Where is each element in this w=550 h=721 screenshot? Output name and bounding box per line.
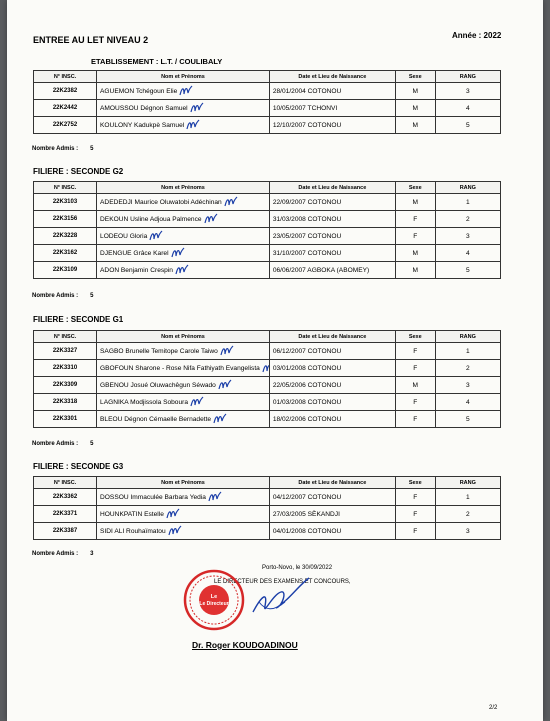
signature-icon <box>175 264 189 276</box>
student-name: LAGNIKA Modjissola Soboura <box>97 394 270 411</box>
birth-date-place: 23/05/2007 COTONOU <box>269 228 395 245</box>
results-table-g1 <box>33 330 501 428</box>
student-name: DOSSOU Immaculée Barbara Yedia <box>97 489 270 506</box>
director-signature-icon <box>243 572 313 622</box>
table-row <box>34 489 501 506</box>
birth-date-place: 10/05/2007 TCHONVI <box>269 100 395 117</box>
column-header: Date et Lieu de Naissance <box>269 477 395 489</box>
rank: 3 <box>435 228 500 245</box>
signature-icon <box>149 230 163 242</box>
rank: 2 <box>435 360 500 377</box>
column-header: RANG <box>435 71 500 83</box>
table-row <box>34 100 501 117</box>
results-table-lt <box>33 70 501 134</box>
student-name: BLEOU Dégnon Cémaelle Bernadette <box>97 411 270 428</box>
birth-date-place: 03/01/2008 COTONOU <box>269 360 395 377</box>
birth-date-place: 12/10/2007 COTONOU <box>269 117 395 134</box>
registration-number: 22K3228 <box>34 228 97 245</box>
sex: F <box>395 411 435 428</box>
rank: 5 <box>435 411 500 428</box>
column-header: RANG <box>435 331 500 343</box>
table-row <box>34 343 501 360</box>
page-number: 2/2 <box>489 705 498 711</box>
birth-date-place: 06/06/2007 AGBOKA (ABOMEY) <box>269 262 395 279</box>
stamp-text: Le Directeur <box>199 601 229 607</box>
signature-icon <box>204 213 218 225</box>
rank: 4 <box>435 394 500 411</box>
table-row <box>34 262 501 279</box>
student-name: SAGBO Brunelle Temitope Carole Taiwo <box>97 343 270 360</box>
column-header: N° INSC. <box>34 331 97 343</box>
signature-icon <box>262 362 270 374</box>
table-row <box>34 83 501 100</box>
sex: F <box>395 523 435 540</box>
student-name: DEKOUN Usline Adjoua Palmence <box>97 211 270 228</box>
signature-icon <box>186 119 200 131</box>
table-row <box>34 377 501 394</box>
sex: F <box>395 489 435 506</box>
rank: 2 <box>435 506 500 523</box>
birth-date-place: 31/03/2008 COTONOU <box>269 211 395 228</box>
signature-icon <box>213 413 227 425</box>
svg-text:Le: Le <box>210 594 218 600</box>
student-name: GBENOU Josué Oluwachêgun Séwado <box>97 377 270 394</box>
registration-number: 22K3103 <box>34 194 97 211</box>
sex: F <box>395 360 435 377</box>
school-name: ETABLISSEMENT : L.T. / COULIBALY <box>91 57 223 66</box>
admis-count: Nombre Admis : 5 <box>32 293 94 299</box>
birth-date-place: 31/10/2007 COTONOU <box>269 245 395 262</box>
table-row <box>34 523 501 540</box>
sex: M <box>395 262 435 279</box>
sex: M <box>395 100 435 117</box>
table-row <box>34 245 501 262</box>
filiere-title: FILIERE : SECONDE G3 <box>33 462 124 471</box>
registration-number: 22K3156 <box>34 211 97 228</box>
birth-date-place: 18/02/2006 COTONOU <box>269 411 395 428</box>
sex: F <box>395 211 435 228</box>
signature-icon <box>171 247 185 259</box>
registration-number: 22K3387 <box>34 523 97 540</box>
column-header: RANG <box>435 182 500 194</box>
column-header: N° INSC. <box>34 477 97 489</box>
student-name: DJENGUE Grâce Karel <box>97 245 270 262</box>
registration-number: 22K2442 <box>34 100 97 117</box>
admis-count: Nombre Admis : 3 <box>32 551 94 557</box>
rank: 1 <box>435 489 500 506</box>
registration-number: 22K3327 <box>34 343 97 360</box>
sex: M <box>395 245 435 262</box>
rank: 4 <box>435 100 500 117</box>
results-table-g2 <box>33 181 501 279</box>
signature-icon <box>218 379 232 391</box>
place-date: Porto-Novo, le 30/09/2022 <box>262 565 333 571</box>
admis-count: Nombre Admis : 5 <box>32 441 94 447</box>
office-title: LE DIRECTEUR DES EXAMENS ET CONCOURS, <box>214 579 351 585</box>
birth-date-place: 27/03/2005 SÈKANDJI <box>269 506 395 523</box>
admis-count: Nombre Admis : 5 <box>32 146 94 152</box>
student-name: AGUEMON Tchégoun Elie <box>97 83 270 100</box>
signature-icon <box>220 345 234 357</box>
column-header: Date et Lieu de Naissance <box>269 331 395 343</box>
table-row <box>34 360 501 377</box>
column-header: Nom et Prénoms <box>97 331 270 343</box>
birth-date-place: 28/01/2004 COTONOU <box>269 83 395 100</box>
column-header: Nom et Prénoms <box>97 477 270 489</box>
student-name: ADON Benjamin Crespin <box>97 262 270 279</box>
column-header: Sexe <box>395 182 435 194</box>
rank: 3 <box>435 377 500 394</box>
year-label: Année : 2022 <box>452 31 502 40</box>
table-row <box>34 394 501 411</box>
rank: 4 <box>435 245 500 262</box>
registration-number: 22K3318 <box>34 394 97 411</box>
column-header: Date et Lieu de Naissance <box>269 71 395 83</box>
rank: 2 <box>435 211 500 228</box>
table-header-row <box>34 331 501 343</box>
signature-icon <box>190 396 204 408</box>
rank: 3 <box>435 83 500 100</box>
registration-number: 22K3109 <box>34 262 97 279</box>
table-header-row <box>34 182 501 194</box>
table-row <box>34 117 501 134</box>
column-header: N° INSC. <box>34 71 97 83</box>
rank: 1 <box>435 343 500 360</box>
signature-icon <box>224 196 238 208</box>
document-title: ENTREE AU LET NIVEAU 2 <box>33 35 149 45</box>
table-row <box>34 411 501 428</box>
signature-icon <box>190 102 204 114</box>
rank: 3 <box>435 523 500 540</box>
birth-date-place: 22/09/2007 COTONOU <box>269 194 395 211</box>
student-name: ADEDEDJI Maurice Oluwatobi Adéchinan <box>97 194 270 211</box>
signature-icon <box>166 508 180 520</box>
student-name: LODEOU Gloria <box>97 228 270 245</box>
column-header: Sexe <box>395 71 435 83</box>
birth-date-place: 04/01/2008 COTONOU <box>269 523 395 540</box>
sex: M <box>395 194 435 211</box>
student-name: GBOFOUN Sharone - Rose Nifa Fathiyath Evangelista <box>97 360 270 377</box>
rank: 5 <box>435 262 500 279</box>
registration-number: 22K3301 <box>34 411 97 428</box>
table-header-row <box>34 477 501 489</box>
signature-icon <box>179 85 193 97</box>
table-header-row <box>34 71 501 83</box>
column-header: Sexe <box>395 331 435 343</box>
sex: F <box>395 228 435 245</box>
column-header: Nom et Prénoms <box>97 71 270 83</box>
column-header: Sexe <box>395 477 435 489</box>
signature-icon <box>168 525 182 537</box>
registration-number: 22K3362 <box>34 489 97 506</box>
sex: F <box>395 343 435 360</box>
sex: M <box>395 377 435 394</box>
column-header: RANG <box>435 477 500 489</box>
sex: M <box>395 83 435 100</box>
student-name: SIDI ALI Rouhaïmatou <box>97 523 270 540</box>
table-row <box>34 194 501 211</box>
sex: F <box>395 506 435 523</box>
registration-number: 22K2382 <box>34 83 97 100</box>
column-header: Nom et Prénoms <box>97 182 270 194</box>
rank: 5 <box>435 117 500 134</box>
signatory-name: Dr. Roger KOUDOADINOU <box>192 640 298 650</box>
rank: 1 <box>435 194 500 211</box>
official-stamp-icon <box>183 569 245 631</box>
column-header: Date et Lieu de Naissance <box>269 182 395 194</box>
birth-date-place: 22/05/2006 COTONOU <box>269 377 395 394</box>
sex: F <box>395 394 435 411</box>
column-header: N° INSC. <box>34 182 97 194</box>
birth-date-place: 01/03/2008 COTONOU <box>269 394 395 411</box>
registration-number: 22K2752 <box>34 117 97 134</box>
registration-number: 22K3310 <box>34 360 97 377</box>
student-name: KOULONY Kadukpè Samuel <box>97 117 270 134</box>
table-row <box>34 211 501 228</box>
registration-number: 22K3309 <box>34 377 97 394</box>
filiere-title: FILIERE : SECONDE G2 <box>33 167 124 176</box>
signature-icon <box>208 491 222 503</box>
table-row <box>34 228 501 245</box>
results-table-g3 <box>33 476 501 540</box>
registration-number: 22K3162 <box>34 245 97 262</box>
document-page <box>7 0 543 721</box>
filiere-title: FILIERE : SECONDE G1 <box>33 315 124 324</box>
table-row <box>34 506 501 523</box>
birth-date-place: 04/12/2007 COTONOU <box>269 489 395 506</box>
student-name: AMOUSSOU Dégnon Samuel <box>97 100 270 117</box>
registration-number: 22K3371 <box>34 506 97 523</box>
student-name: HOUNKPATIN Estelle <box>97 506 270 523</box>
sex: M <box>395 117 435 134</box>
birth-date-place: 06/12/2007 COTONOU <box>269 343 395 360</box>
